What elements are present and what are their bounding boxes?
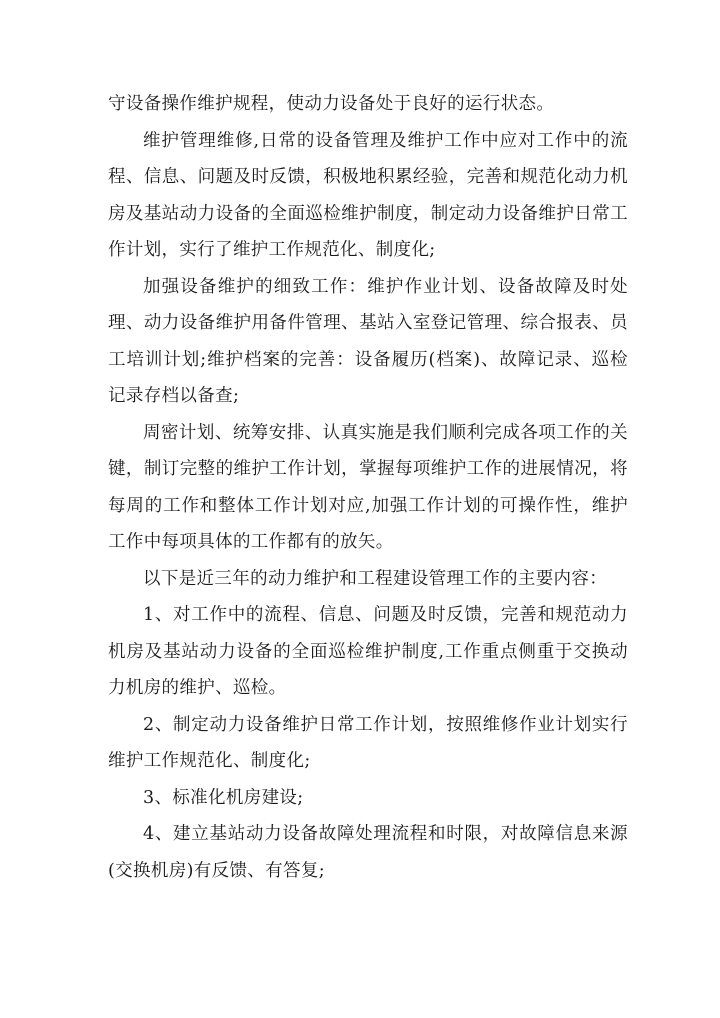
- paragraph-maintenance-management: 维护管理维修,日常的设备管理及维护工作中应对工作中的流程、信息、问题及时反馈，积极地积累经验，完善和规范化动力机房及基站动力设备的全面巡检维护制度，制定动力设备维护日常工作计划，实行了维护工作规范化、制度化;: [108, 130, 628, 260]
- paragraph-intro-list: 以下是近三年的动力维护和工程建设管理工作的主要内容：: [143, 568, 608, 589]
- paragraph-detailed-maintenance: 加强设备维护的细致工作：维护作业计划、设备故障及时处理、动力设备维护用备件管理、基站入室登记管理、综合报表、员工培训计划;维护档案的完善：设备履历(档案)、故障记录、巡检记录存档以备查;: [108, 276, 628, 406]
- list-item-2: 2、制定动力设备维护日常工作计划，按照维修作业计划实行维护工作规范化、制度化;: [108, 714, 628, 771]
- list-item-4: 4、建立基站动力设备故障处理流程和时限，对故障信息来源(交换机房)有反馈、有答复;: [108, 824, 628, 881]
- document-body: [108, 86, 628, 889]
- list-item-1: 1、对工作中的流程、信息、问题及时反馈，完善和规范动力机房及基站动力设备的全面巡检维护制度,工作重点侧重于交换动力机房的维护、巡检。: [108, 605, 628, 698]
- paragraph-continuation: 守设备操作维护规程，使动力设备处于良好的运行状态。: [108, 94, 555, 114]
- paragraph-planning: 周密计划、统筹安排、认真实施是我们顺利完成各项工作的关键，制订完整的维护工作计划，掌握每项维护工作的进展情况，将每周的工作和整体工作计划对应,加强工作计划的可操作性，维护工作中每项具体的工作都有的放矢。: [108, 422, 628, 552]
- list-item-3: 3、标准化机房建设;: [143, 787, 304, 808]
